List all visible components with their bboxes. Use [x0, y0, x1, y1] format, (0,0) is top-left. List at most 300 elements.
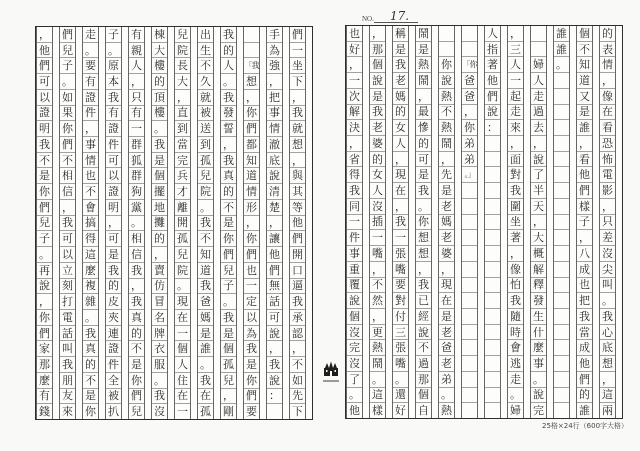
grid-cell: 過 — [418, 356, 429, 370]
grid-cell: 熱 — [441, 121, 452, 135]
grid-cell: ， — [223, 389, 234, 403]
grid-cell: 熱 — [441, 89, 452, 103]
grid-cell: 院 — [177, 43, 188, 57]
grid-cell: 以 — [62, 247, 73, 261]
manuscript-column — [266, 27, 289, 419]
grid-cell: 都 — [246, 137, 257, 151]
grid-cell: 完 — [177, 153, 188, 167]
grid-cell: 把 — [579, 294, 590, 308]
grid-cell: 底 — [602, 341, 613, 355]
grid-cell: 兒 — [177, 247, 188, 261]
manuscript-column — [105, 27, 128, 419]
grid-cell: 說 — [533, 152, 544, 166]
grid-cell: 我 — [223, 310, 234, 324]
grid-cell: 婆 — [372, 136, 383, 150]
grid-cell: 走 — [510, 105, 521, 119]
grid-cell: 爸 — [200, 295, 211, 309]
column-cells — [369, 26, 386, 418]
grid-cell: 也 — [85, 169, 96, 183]
grid-cell: 真 — [85, 342, 96, 356]
grid-cell: 以 — [39, 90, 50, 104]
grid-cell: ， — [602, 372, 613, 386]
grid-cell: 人 — [533, 74, 544, 88]
grid-cell: 會 — [85, 200, 96, 214]
grid-cell: 你 — [62, 122, 73, 136]
grid-cell: 就 — [200, 90, 211, 104]
grid-cell: 讓 — [269, 232, 280, 246]
grid-cell: 老 — [441, 231, 452, 245]
grid-cell: 下 — [292, 75, 303, 89]
grid-cell: 無 — [269, 279, 280, 293]
grid-cell: 們 — [62, 27, 73, 41]
grid-cell: 親 — [131, 43, 142, 57]
grid-cell: 。 — [62, 75, 73, 89]
grid-cell: 最 — [418, 105, 429, 119]
grid-cell: 我 — [510, 294, 521, 308]
grid-cell: 得 — [85, 232, 96, 246]
grid-cell: 。 — [441, 388, 452, 402]
grid-cell: 張 — [395, 341, 406, 355]
grid-cell — [485, 230, 500, 246]
grid-cell: 們 — [579, 372, 590, 386]
grid-cell — [531, 42, 546, 58]
grid-cell: 覆 — [349, 278, 360, 292]
grid-cell: 事 — [349, 246, 360, 260]
grid-cell: 你 — [246, 373, 257, 387]
grid-cell: 我 — [131, 263, 142, 277]
grid-cell: 說 — [372, 74, 383, 88]
grid-cell: 。 — [154, 373, 165, 387]
grid-cell: 媽 — [200, 310, 211, 324]
grid-cell: 送 — [200, 122, 211, 136]
grid-cell: 是 — [154, 153, 165, 167]
grid-cell: 可 — [108, 232, 119, 246]
grid-cell: 事 — [533, 356, 544, 370]
grid-cell — [554, 340, 569, 356]
grid-cell: 相 — [131, 232, 142, 246]
grid-cell: 一 — [292, 43, 303, 57]
grid-cell: 真 — [223, 169, 234, 183]
grid-cell: 件 — [85, 106, 96, 120]
grid-cell: 麼 — [85, 263, 96, 277]
grid-cell: 說 — [441, 74, 452, 88]
manuscript-column — [530, 26, 553, 418]
grid-cell: 他 — [292, 216, 303, 230]
grid-cell: 圍 — [510, 199, 521, 213]
grid-cell: 三 — [395, 325, 406, 339]
grid-cell: 在 — [395, 184, 406, 198]
grid-cell: 院 — [177, 263, 188, 277]
grid-cell: 是 — [39, 169, 50, 183]
grid-cell: 有 — [131, 106, 142, 120]
manuscript-column — [59, 27, 82, 419]
grid-cell: 樣 — [372, 404, 383, 418]
grid-cell: 他 — [349, 404, 360, 418]
grid-cell: 我 — [200, 373, 211, 387]
grid-cell: 人 — [177, 357, 188, 371]
grid-cell — [485, 278, 500, 294]
grid-cell: 了 — [349, 372, 360, 386]
grid-cell: 我 — [154, 389, 165, 403]
grid-cell: 麼 — [39, 373, 50, 387]
grid-cell: 叫 — [602, 278, 613, 292]
grid-cell: 他 — [487, 74, 498, 88]
grid-cell — [485, 388, 500, 404]
grid-cell: 形 — [246, 200, 257, 214]
grid-cell: 住 — [177, 373, 188, 387]
grid-cell: 。 — [108, 43, 119, 57]
grid-cell: 誰 — [579, 404, 590, 418]
column-cells — [151, 27, 168, 419]
grid-cell: 雜 — [85, 295, 96, 309]
grid-cell: 話 — [62, 326, 73, 340]
grid-cell: 嘴 — [395, 356, 406, 370]
grid-cell: 現 — [441, 278, 452, 292]
grid-cell: 在 — [200, 389, 211, 403]
grid-cell — [485, 152, 500, 168]
grid-cell: 兒 — [177, 27, 188, 41]
grid-cell: 。 — [223, 75, 234, 89]
grid-cell: 逃 — [510, 356, 521, 370]
grid-cell: 個 — [154, 169, 165, 183]
grid-cell: ， — [418, 89, 429, 103]
grid-cell: 們 — [39, 200, 50, 214]
grid-cell: 件 — [108, 357, 119, 371]
grid-cell — [554, 246, 569, 262]
grid-cell: 我 — [223, 90, 234, 104]
column-cells — [507, 26, 524, 418]
grid-cell: 弟 — [441, 372, 452, 386]
grid-cell: 到 — [200, 137, 211, 151]
grid-cell: 這 — [85, 247, 96, 261]
grid-cell: 友 — [62, 389, 73, 403]
grid-cell: 逼 — [292, 279, 303, 293]
grid-cell: 我 — [395, 215, 406, 229]
grid-cell: 可 — [418, 152, 429, 166]
grid-cell: 面 — [510, 152, 521, 166]
column-cells — [415, 26, 432, 418]
grid-cell: 。 — [200, 357, 211, 371]
grid-cell: 付 — [395, 309, 406, 323]
grid-cell: 我 — [292, 106, 303, 120]
grid-cell: 原 — [108, 59, 119, 73]
grid-cell: 子 — [223, 279, 234, 293]
grid-cell: 三 — [510, 42, 521, 56]
grid-cell — [485, 293, 500, 309]
grid-cell: 大 — [154, 43, 165, 57]
grid-cell: 當 — [177, 137, 188, 151]
grid-cell: 坐 — [292, 59, 303, 73]
grid-cell: 想 — [292, 137, 303, 151]
grid-cell: 爸 — [464, 74, 475, 88]
column-cells — [59, 27, 76, 419]
grid-cell: 還 — [395, 388, 406, 402]
grid-cell: 在 — [602, 105, 613, 119]
grid-cell: 明 — [108, 200, 119, 214]
grid-cell — [244, 43, 259, 59]
grid-cell: 又 — [579, 89, 590, 103]
grid-cell: 人 — [131, 59, 142, 73]
grid-cell: 子 — [108, 27, 119, 41]
grid-cell: 說 — [418, 325, 429, 339]
grid-cell: 樓 — [154, 106, 165, 120]
grid-cell: 賣 — [154, 263, 165, 277]
grid-cell: 個 — [579, 26, 590, 40]
grid-cell: 頂 — [154, 90, 165, 104]
grid-cell: 我 — [602, 309, 613, 323]
grid-cell: 相 — [62, 169, 73, 183]
grid-cell: 們 — [579, 184, 590, 198]
grid-cell — [485, 372, 500, 388]
grid-cell: 沒 — [602, 246, 613, 260]
grid-cell: ， — [62, 200, 73, 214]
grid-cell: 去 — [533, 121, 544, 135]
grid-cell — [485, 246, 500, 262]
grid-cell: 時 — [510, 325, 521, 339]
grid-cell: 你 — [464, 121, 475, 135]
manuscript-column — [599, 26, 622, 418]
grid-cell: 的 — [579, 388, 590, 402]
grid-cell: 婆 — [441, 246, 452, 260]
grid-cell: 是 — [418, 168, 429, 182]
grid-cell — [485, 356, 500, 372]
grid-cell: 我 — [62, 357, 73, 371]
grid-cell: 的 — [372, 152, 383, 166]
grid-cell: 插 — [372, 215, 383, 229]
grid-cell: 情 — [246, 185, 257, 199]
grid-cell: 複 — [85, 279, 96, 293]
grid-cell — [554, 262, 569, 278]
grid-cell: 不 — [85, 373, 96, 387]
grid-cell: ， — [131, 279, 142, 293]
column-cells — [243, 27, 260, 419]
grid-cell: 完 — [349, 341, 360, 355]
grid-cell: 如 — [62, 90, 73, 104]
grid-cell: 沒 — [349, 356, 360, 370]
grid-cell: 想 — [246, 75, 257, 89]
grid-cell — [485, 403, 500, 418]
grid-cell: 為 — [269, 43, 280, 57]
grid-cell: 解 — [533, 262, 544, 276]
grid-cell — [485, 215, 500, 231]
grid-cell: 認 — [292, 326, 303, 340]
grid-cell: 說 — [269, 373, 280, 387]
grid-cell — [554, 278, 569, 294]
grid-cell: 那 — [372, 42, 383, 56]
grid-cell: 一 — [131, 122, 142, 136]
grid-cell: 。 — [349, 388, 360, 402]
grid-cell: 久 — [200, 75, 211, 89]
grid-cell: 清 — [269, 185, 280, 199]
grid-cell: 立 — [62, 263, 73, 277]
grid-cell: 的 — [131, 326, 142, 340]
grid-cell: 來 — [510, 121, 521, 135]
grid-cell: 不 — [200, 232, 211, 246]
grid-cell: 情 — [602, 58, 613, 72]
grid-cell: 夾 — [108, 310, 119, 324]
grid-cell: 話 — [269, 295, 280, 309]
grid-cell: 們 — [62, 137, 73, 151]
grid-cell: 不 — [223, 200, 234, 214]
grid-cell: 有 — [39, 389, 50, 403]
grid-cell: 個 — [223, 342, 234, 356]
grid-cell: 也 — [579, 278, 590, 292]
grid-cell: 名 — [154, 310, 165, 324]
grid-cell: 仿 — [154, 279, 165, 293]
column-cells — [36, 27, 53, 419]
grid-cell: 「我 — [244, 58, 259, 74]
grid-cell: 的 — [602, 26, 613, 40]
grid-cell: 狗 — [131, 185, 142, 199]
grid-cell: 經 — [418, 309, 429, 323]
grid-cell: 以 — [108, 169, 119, 183]
grid-cell: ， — [246, 216, 257, 230]
grid-cell: 我 — [131, 295, 142, 309]
grid-cell: 自 — [418, 404, 429, 418]
grid-cell: 人 — [372, 184, 383, 198]
grid-cell: 生 — [533, 309, 544, 323]
grid-cell: 叫 — [62, 342, 73, 356]
grid-cell: 現 — [395, 168, 406, 182]
grid-cell: 。 — [602, 294, 613, 308]
grid-cell: 明 — [39, 122, 50, 136]
grid-cell: 這 — [602, 388, 613, 402]
grid-cell — [485, 325, 500, 341]
grid-cell: 事 — [85, 137, 96, 151]
grid-cell: 本 — [108, 75, 119, 89]
column-cells — [576, 26, 593, 418]
grid-cell: 你 — [441, 58, 452, 72]
grid-cell: ， — [349, 58, 360, 72]
grid-cell: 釋 — [533, 278, 544, 292]
column-cells — [530, 26, 547, 418]
grid-cell: 家 — [39, 342, 50, 356]
grid-cell: 他 — [579, 356, 590, 370]
grid-cell — [554, 183, 569, 199]
grid-cell: 兒 — [62, 43, 73, 57]
grid-cell: 會 — [510, 341, 521, 355]
grid-cell: ， — [131, 75, 142, 89]
grid-cell: 服 — [154, 357, 165, 371]
column-cells — [392, 26, 409, 418]
manuscript-column — [128, 27, 151, 419]
grid-cell: 證 — [85, 90, 96, 104]
grid-cell: 們 — [246, 122, 257, 136]
grid-cell: 心 — [602, 325, 613, 339]
grid-cell: 出 — [200, 27, 211, 41]
grid-cell: 不 — [579, 42, 590, 56]
grid-cell: ， — [602, 74, 613, 88]
grid-cell: 決 — [349, 121, 360, 135]
grid-cell: 婦 — [533, 58, 544, 72]
grid-cell: 。 — [533, 372, 544, 386]
grid-cell: 們 — [131, 389, 142, 403]
grid-cell: 擺 — [154, 185, 165, 199]
grid-cell: 想 — [602, 356, 613, 370]
grid-cell: 他 — [39, 43, 50, 57]
grid-cell — [462, 293, 477, 309]
grid-cell: 們 — [246, 247, 257, 261]
grid-cell: 表 — [602, 42, 613, 56]
grid-cell — [554, 356, 569, 372]
grid-cell: 這 — [372, 388, 383, 402]
grid-cell: 沒 — [372, 199, 383, 213]
grid-cell: 一 — [395, 231, 406, 245]
manuscript-column — [36, 27, 59, 419]
column-gutter — [616, 26, 622, 418]
grid-cell: 不 — [131, 342, 142, 356]
grid-cell: 是 — [131, 357, 142, 371]
grid-cell: 。 — [154, 122, 165, 136]
grid-cell: 。 — [85, 310, 96, 324]
grid-cell: 尖 — [602, 262, 613, 276]
grid-cell: 女 — [395, 121, 406, 135]
grid-cell — [554, 309, 569, 325]
grid-cell — [485, 136, 500, 152]
grid-cell — [554, 293, 569, 309]
grid-cell: 。 — [418, 199, 429, 213]
grid-cell: 我 — [223, 27, 234, 41]
manuscript-column — [346, 26, 369, 418]
grid-cell: 老 — [395, 74, 406, 88]
grid-cell: 麼 — [533, 341, 544, 355]
grid-cell: 連 — [108, 326, 119, 340]
grid-cell: 要 — [395, 278, 406, 292]
grid-cell: 發 — [223, 106, 234, 120]
manuscript-column — [220, 27, 243, 419]
grid-cell: 發 — [533, 294, 544, 308]
grid-cell: ， — [395, 152, 406, 166]
grid-cell: 天 — [533, 199, 544, 213]
grid-cell: 怖 — [602, 152, 613, 166]
right-manuscript-page — [345, 25, 623, 419]
grid-cell: 樣 — [579, 199, 590, 213]
grid-cell: 不 — [292, 357, 303, 371]
column-cells — [266, 27, 283, 419]
grid-cell — [462, 246, 477, 262]
grid-cell — [485, 183, 500, 199]
grid-cell: 孤 — [177, 232, 188, 246]
grid-cell: 了 — [533, 168, 544, 182]
grid-cell: 女 — [372, 168, 383, 182]
grid-cell — [485, 340, 500, 356]
grid-cell: 張 — [395, 246, 406, 260]
grid-cell: 老 — [372, 121, 383, 135]
grid-cell: ， — [292, 153, 303, 167]
grid-cell: ， — [395, 199, 406, 213]
grid-cell: 可 — [108, 153, 119, 167]
grid-cell: 得 — [349, 168, 360, 182]
grid-cell: 怕 — [510, 278, 521, 292]
grid-cell: ， — [269, 216, 280, 230]
grid-cell: 當 — [579, 325, 590, 339]
grid-cell: 「你 — [462, 57, 477, 73]
grid-cell: 先 — [441, 168, 452, 182]
grid-cell: 恐 — [602, 136, 613, 150]
grid-cell: 人 — [487, 26, 498, 40]
grid-cell: 我 — [246, 342, 257, 356]
grid-cell: 在 — [177, 310, 188, 324]
grid-cell: 。」 — [462, 167, 477, 183]
grid-cell — [462, 278, 477, 294]
grid-cell — [267, 404, 282, 419]
grid-cell: 。 — [372, 372, 383, 386]
grid-cell: 我 — [372, 105, 383, 119]
grid-cell: 被 — [200, 106, 211, 120]
grid-cell — [462, 183, 477, 199]
grid-cell: 們 — [39, 326, 50, 340]
grid-cell: 攤 — [154, 216, 165, 230]
